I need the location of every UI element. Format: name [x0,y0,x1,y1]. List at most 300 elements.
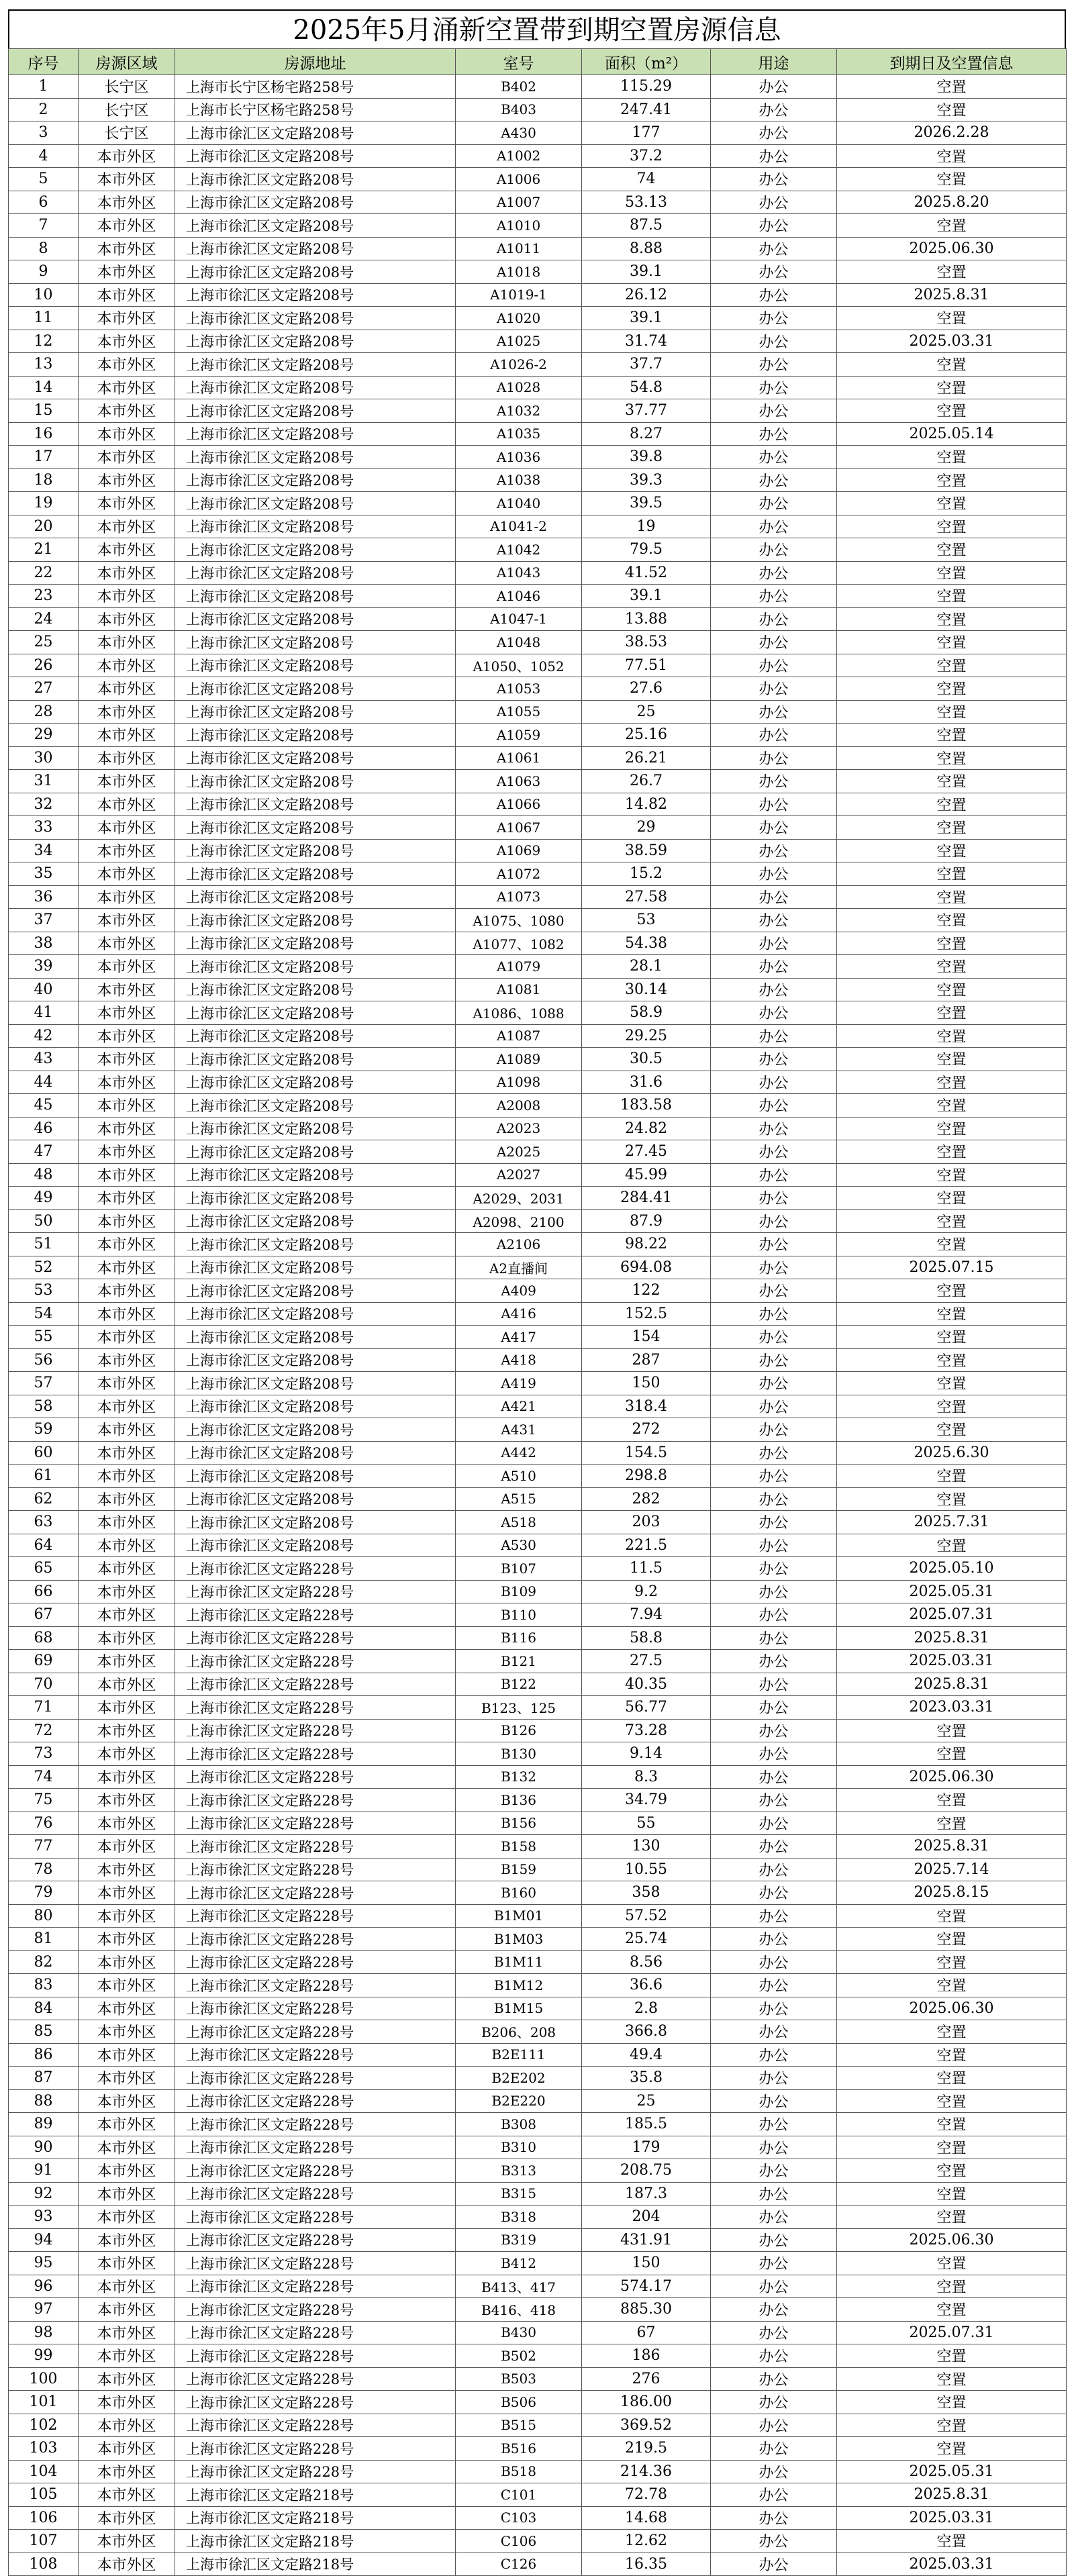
cell-area: 31.74 [582,330,711,353]
cell-room: B109 [456,1580,582,1603]
cell-no: 41 [9,1001,79,1025]
cell-address: 上海市徐汇区文定路228号 [175,1789,456,1812]
table-row [9,1673,1067,1696]
cell-district: 本市外区 [79,515,175,538]
cell-use: 办公 [711,978,837,1001]
cell-no: 54 [9,1302,79,1326]
cell-use: 办公 [711,1348,837,1372]
table-row [9,2460,1067,2483]
cell-address: 上海市徐汇区文定路228号 [175,2067,456,2090]
cell-area: 31.6 [582,1071,711,1094]
table-row [9,1209,1067,1233]
cell-area: 56.77 [582,1696,711,1720]
cell-expiry: 空置 [837,2136,1067,2159]
cell-use: 办公 [711,1163,837,1187]
cell-use: 办公 [711,75,837,99]
cell-no: 31 [9,770,79,793]
cell-room: A515 [456,1487,582,1511]
cell-area: 247.41 [582,98,711,121]
cell-district: 本市外区 [79,446,175,469]
cell-expiry: 空置 [837,75,1067,99]
cell-room: A2029、2031 [456,1187,582,1210]
cell-use: 办公 [711,2089,837,2113]
table-row [9,1302,1067,1326]
cell-address: 上海市徐汇区文定路208号 [175,1487,456,1511]
cell-area: 298.8 [582,1465,711,1488]
cell-use: 办公 [711,1372,837,1395]
cell-district: 本市外区 [79,2391,175,2414]
cell-use: 办公 [711,746,837,770]
cell-area: 25.16 [582,724,711,747]
cell-address: 上海市徐汇区文定路228号 [175,2344,456,2368]
cell-use: 办公 [711,1024,837,1048]
cell-no: 108 [9,2553,79,2576]
cell-address: 上海市徐汇区文定路208号 [175,561,456,585]
cell-area: 37.77 [582,399,711,423]
table-row [9,955,1067,979]
cell-room: A1072 [456,862,582,886]
cell-area: 26.7 [582,770,711,793]
cell-no: 79 [9,1881,79,1905]
table-row [9,793,1067,816]
cell-room: B1M11 [456,1950,582,1974]
cell-use: 办公 [711,1835,837,1859]
header-address: 房源地址 [175,49,456,75]
cell-room: A518 [456,1511,582,1534]
cell-expiry: 空置 [837,1487,1067,1511]
cell-expiry: 空置 [837,1094,1067,1118]
cell-room: A1086、1088 [456,1001,582,1025]
cell-expiry: 空置 [837,492,1067,515]
cell-area: 29 [582,816,711,840]
cell-address: 上海市徐汇区文定路228号 [175,1742,456,1766]
cell-no: 37 [9,909,79,932]
cell-address: 上海市徐汇区文定路228号 [175,1835,456,1859]
cell-address: 上海市徐汇区文定路228号 [175,1557,456,1581]
table-row [9,168,1067,191]
cell-district: 本市外区 [79,1719,175,1742]
cell-room: B2E111 [456,2043,582,2067]
cell-no: 21 [9,538,79,562]
cell-expiry: 空置 [837,885,1067,909]
cell-no: 98 [9,2321,79,2344]
cell-use: 办公 [711,677,837,701]
cell-expiry: 2025.8.31 [837,1835,1067,1859]
cell-use: 办公 [711,1812,837,1835]
cell-use: 办公 [711,1719,837,1742]
cell-room: B1M03 [456,1928,582,1951]
cell-area: 9.14 [582,1742,711,1766]
cell-expiry: 空置 [837,2367,1067,2391]
cell-address: 上海市徐汇区文定路208号 [175,353,456,377]
table-row [9,1812,1067,1835]
cell-room: A430 [456,121,582,145]
cell-no: 95 [9,2252,79,2275]
cell-district: 本市外区 [79,2506,175,2530]
cell-expiry: 空置 [837,2020,1067,2044]
cell-district: 本市外区 [79,1974,175,1997]
cell-use: 办公 [711,1048,837,1071]
cell-room: B503 [456,2367,582,2391]
cell-address: 上海市徐汇区文定路218号 [175,2483,456,2507]
cell-use: 办公 [711,2182,837,2206]
cell-area: 27.5 [582,1650,711,1673]
table-row [9,1395,1067,1418]
cell-expiry: 空置 [837,2298,1067,2322]
cell-room: A1098 [456,1071,582,1094]
cell-area: 39.3 [582,468,711,492]
cell-area: 25.74 [582,1928,711,1951]
table-header [9,49,1067,75]
table-row [9,2136,1067,2159]
cell-no: 8 [9,237,79,260]
cell-room: A1048 [456,631,582,654]
cell-district: 本市外区 [79,1441,175,1465]
cell-district: 本市外区 [79,1928,175,1951]
cell-expiry: 空置 [837,1534,1067,1557]
cell-area: 694.08 [582,1256,711,1279]
cell-no: 52 [9,1256,79,1279]
cell-use: 办公 [711,422,837,446]
cell-no: 92 [9,2182,79,2206]
cell-use: 办公 [711,700,837,724]
cell-use: 办公 [711,121,837,145]
cell-address: 上海市徐汇区文定路228号 [175,2089,456,2113]
cell-expiry: 空置 [837,2182,1067,2206]
cell-district: 本市外区 [79,2344,175,2368]
table-row [9,932,1067,955]
table-row [9,1094,1067,1118]
cell-room: A1032 [456,399,582,423]
cell-use: 办公 [711,724,837,747]
table-row [9,1557,1067,1581]
cell-district: 本市外区 [79,1163,175,1187]
cell-room: A1069 [456,839,582,862]
cell-no: 93 [9,2206,79,2229]
cell-room: B156 [456,1812,582,1835]
table-row [9,2182,1067,2206]
cell-address: 上海市徐汇区文定路208号 [175,515,456,538]
cell-district: 本市外区 [79,237,175,260]
cell-district: 本市外区 [79,1765,175,1789]
cell-room: A2直播间 [456,1256,582,1279]
table-row [9,1719,1067,1742]
cell-room: A530 [456,1534,582,1557]
cell-district: 本市外区 [79,1140,175,1164]
table-row [9,1117,1067,1140]
cell-area: 574.17 [582,2275,711,2298]
cell-room: B2E220 [456,2089,582,2113]
cell-area: 885.30 [582,2298,711,2322]
cell-address: 上海市徐汇区文定路228号 [175,2228,456,2252]
cell-room: B122 [456,1673,582,1696]
cell-no: 84 [9,1997,79,2020]
table-row [9,1511,1067,1534]
cell-expiry: 2025.03.31 [837,330,1067,353]
cell-area: 366.8 [582,2020,711,2044]
cell-room: A1055 [456,700,582,724]
cell-room: B1M12 [456,1974,582,1997]
cell-no: 13 [9,353,79,377]
cell-room: B121 [456,1650,582,1673]
cell-no: 97 [9,2298,79,2322]
cell-district: 本市外区 [79,538,175,562]
table-row [9,2483,1067,2507]
cell-expiry: 2025.05.14 [837,422,1067,446]
cell-no: 63 [9,1511,79,1534]
cell-room: A1087 [456,1024,582,1048]
cell-use: 办公 [711,1580,837,1603]
cell-district: 本市外区 [79,283,175,307]
table-row [9,700,1067,724]
cell-address: 上海市徐汇区文定路208号 [175,1348,456,1372]
cell-use: 办公 [711,561,837,585]
cell-expiry: 2025.03.31 [837,2506,1067,2530]
cell-no: 68 [9,1626,79,1650]
cell-use: 办公 [711,2483,837,2507]
cell-district: 本市外区 [79,2437,175,2461]
cell-address: 上海市徐汇区文定路228号 [175,2298,456,2322]
cell-use: 办公 [711,168,837,191]
table-row [9,885,1067,909]
cell-use: 办公 [711,1465,837,1488]
cell-expiry: 空置 [837,793,1067,816]
table-row [9,654,1067,677]
table-row [9,2391,1067,2414]
cell-no: 80 [9,1904,79,1928]
cell-room: A416 [456,1302,582,1326]
cell-no: 14 [9,376,79,399]
cell-district: 本市外区 [79,862,175,886]
cell-address: 上海市徐汇区文定路228号 [175,2206,456,2229]
cell-use: 办公 [711,1557,837,1581]
cell-room: B132 [456,1765,582,1789]
cell-use: 办公 [711,2460,837,2483]
cell-no: 39 [9,955,79,979]
cell-no: 64 [9,1534,79,1557]
cell-district: 本市外区 [79,2020,175,2044]
cell-address: 上海市徐汇区文定路228号 [175,1858,456,1881]
cell-address: 上海市徐汇区文定路208号 [175,1511,456,1534]
cell-no: 100 [9,2367,79,2391]
cell-room: A1010 [456,214,582,238]
cell-expiry: 空置 [837,816,1067,840]
cell-room: B123、125 [456,1696,582,1720]
cell-area: 154 [582,1326,711,1349]
cell-no: 106 [9,2506,79,2530]
table-row [9,2159,1067,2183]
cell-address: 上海市徐汇区文定路228号 [175,2437,456,2461]
cell-no: 43 [9,1048,79,1071]
cell-expiry: 空置 [837,1418,1067,1442]
cell-address: 上海市徐汇区文定路208号 [175,283,456,307]
cell-expiry: 空置 [837,1140,1067,1164]
cell-use: 办公 [711,1974,837,1997]
cell-district: 本市外区 [79,793,175,816]
cell-expiry: 空置 [837,677,1067,701]
cell-expiry: 空置 [837,1187,1067,1210]
cell-use: 办公 [711,1094,837,1118]
cell-address: 上海市徐汇区文定路208号 [175,631,456,654]
cell-no: 94 [9,2228,79,2252]
cell-address: 上海市徐汇区文定路208号 [175,468,456,492]
cell-district: 本市外区 [79,191,175,214]
cell-district: 本市外区 [79,1904,175,1928]
cell-no: 105 [9,2483,79,2507]
cell-area: 72.78 [582,2483,711,2507]
cell-district: 本市外区 [79,2136,175,2159]
cell-district: 本市外区 [79,1094,175,1118]
cell-no: 91 [9,2159,79,2183]
cell-area: 45.99 [582,1163,711,1187]
cell-district: 本市外区 [79,1302,175,1326]
cell-use: 办公 [711,446,837,469]
cell-area: 14.68 [582,2506,711,2530]
cell-address: 上海市徐汇区文定路208号 [175,330,456,353]
cell-district: 本市外区 [79,724,175,747]
table-row [9,1279,1067,1303]
cell-expiry: 空置 [837,446,1067,469]
cell-district: 本市外区 [79,168,175,191]
cell-room: A1020 [456,307,582,330]
cell-district: 本市外区 [79,770,175,793]
cell-address: 上海市徐汇区文定路208号 [175,260,456,284]
cell-room: B412 [456,2252,582,2275]
cell-room: A1075、1080 [456,909,582,932]
cell-area: 204 [582,2206,711,2229]
cell-use: 办公 [711,1904,837,1928]
table-row [9,1465,1067,1488]
cell-district: 长宁区 [79,121,175,145]
cell-district: 本市外区 [79,492,175,515]
cell-district: 本市外区 [79,816,175,840]
table-row [9,376,1067,399]
table-row [9,770,1067,793]
cell-no: 15 [9,399,79,423]
cell-address: 上海市徐汇区文定路208号 [175,585,456,608]
table-row [9,1418,1067,1442]
cell-district: 本市外区 [79,2089,175,2113]
cell-no: 4 [9,144,79,168]
cell-use: 办公 [711,2113,837,2136]
cell-expiry: 空置 [837,585,1067,608]
cell-area: 55 [582,1812,711,1835]
cell-area: 53 [582,909,711,932]
cell-no: 23 [9,585,79,608]
cell-address: 上海市徐汇区文定路208号 [175,1163,456,1187]
cell-expiry: 2025.8.31 [837,2483,1067,2507]
cell-no: 87 [9,2067,79,2090]
cell-use: 办公 [711,1279,837,1303]
cell-room: A418 [456,1348,582,1372]
cell-use: 办公 [711,1626,837,1650]
cell-use: 办公 [711,1603,837,1627]
cell-address: 上海市徐汇区文定路208号 [175,1465,456,1488]
cell-district: 本市外区 [79,607,175,631]
table-row [9,1603,1067,1627]
cell-address: 上海市长宁区杨宅路258号 [175,98,456,121]
cell-use: 办公 [711,2159,837,2183]
cell-room: A1061 [456,746,582,770]
cell-no: 103 [9,2437,79,2461]
cell-area: 54.38 [582,932,711,955]
cell-area: 183.58 [582,1094,711,1118]
cell-no: 86 [9,2043,79,2067]
cell-use: 办公 [711,492,837,515]
cell-area: 79.5 [582,538,711,562]
table-row [9,2344,1067,2368]
cell-use: 办公 [711,2437,837,2461]
table-row [9,399,1067,423]
cell-expiry: 空置 [837,1048,1067,1071]
cell-room: B160 [456,1881,582,1905]
cell-expiry: 空置 [837,538,1067,562]
cell-no: 25 [9,631,79,654]
cell-use: 办公 [711,191,837,214]
cell-use: 办公 [711,607,837,631]
cell-use: 办公 [711,399,837,423]
table-row [9,1858,1067,1881]
cell-district: 长宁区 [79,98,175,121]
cell-address: 上海市徐汇区文定路228号 [175,1673,456,1696]
cell-no: 44 [9,1071,79,1094]
cell-room: A1067 [456,816,582,840]
cell-address: 上海市徐汇区文定路208号 [175,1372,456,1395]
cell-room: C101 [456,2483,582,2507]
table-row [9,2067,1067,2090]
cell-room: B110 [456,1603,582,1627]
table-row [9,2321,1067,2344]
cell-district: 本市外区 [79,1650,175,1673]
cell-room: A409 [456,1279,582,1303]
table-row [9,446,1067,469]
cell-expiry: 空置 [837,1719,1067,1742]
cell-expiry: 空置 [837,1326,1067,1349]
cell-district: 本市外区 [79,1209,175,1233]
cell-room: A431 [456,1418,582,1442]
cell-room: A1063 [456,770,582,793]
header-area: 面积（m²） [582,49,711,75]
cell-address: 上海市徐汇区文定路228号 [175,2113,456,2136]
cell-district: 本市外区 [79,561,175,585]
cell-expiry: 空置 [837,353,1067,377]
cell-area: 58.8 [582,1626,711,1650]
cell-district: 本市外区 [79,839,175,862]
cell-use: 办公 [711,2020,837,2044]
cell-expiry: 空置 [837,1024,1067,1048]
cell-room: A2106 [456,1233,582,1256]
cell-room: C103 [456,2506,582,2530]
cell-room: A1077、1082 [456,932,582,955]
cell-expiry: 2025.06.30 [837,2228,1067,2252]
spreadsheet [8,9,1066,2576]
cell-expiry: 空置 [837,260,1067,284]
cell-area: 39.1 [582,260,711,284]
cell-district: 本市外区 [79,932,175,955]
cell-use: 办公 [711,353,837,377]
cell-district: 本市外区 [79,2483,175,2507]
table-row [9,2506,1067,2530]
cell-room: A417 [456,1326,582,1349]
cell-expiry: 空置 [837,1928,1067,1951]
cell-no: 74 [9,1765,79,1789]
cell-no: 78 [9,1858,79,1881]
cell-address: 上海市徐汇区文定路208号 [175,1279,456,1303]
table-row [9,422,1067,446]
cell-no: 17 [9,446,79,469]
cell-use: 办公 [711,770,837,793]
cell-use: 办公 [711,793,837,816]
